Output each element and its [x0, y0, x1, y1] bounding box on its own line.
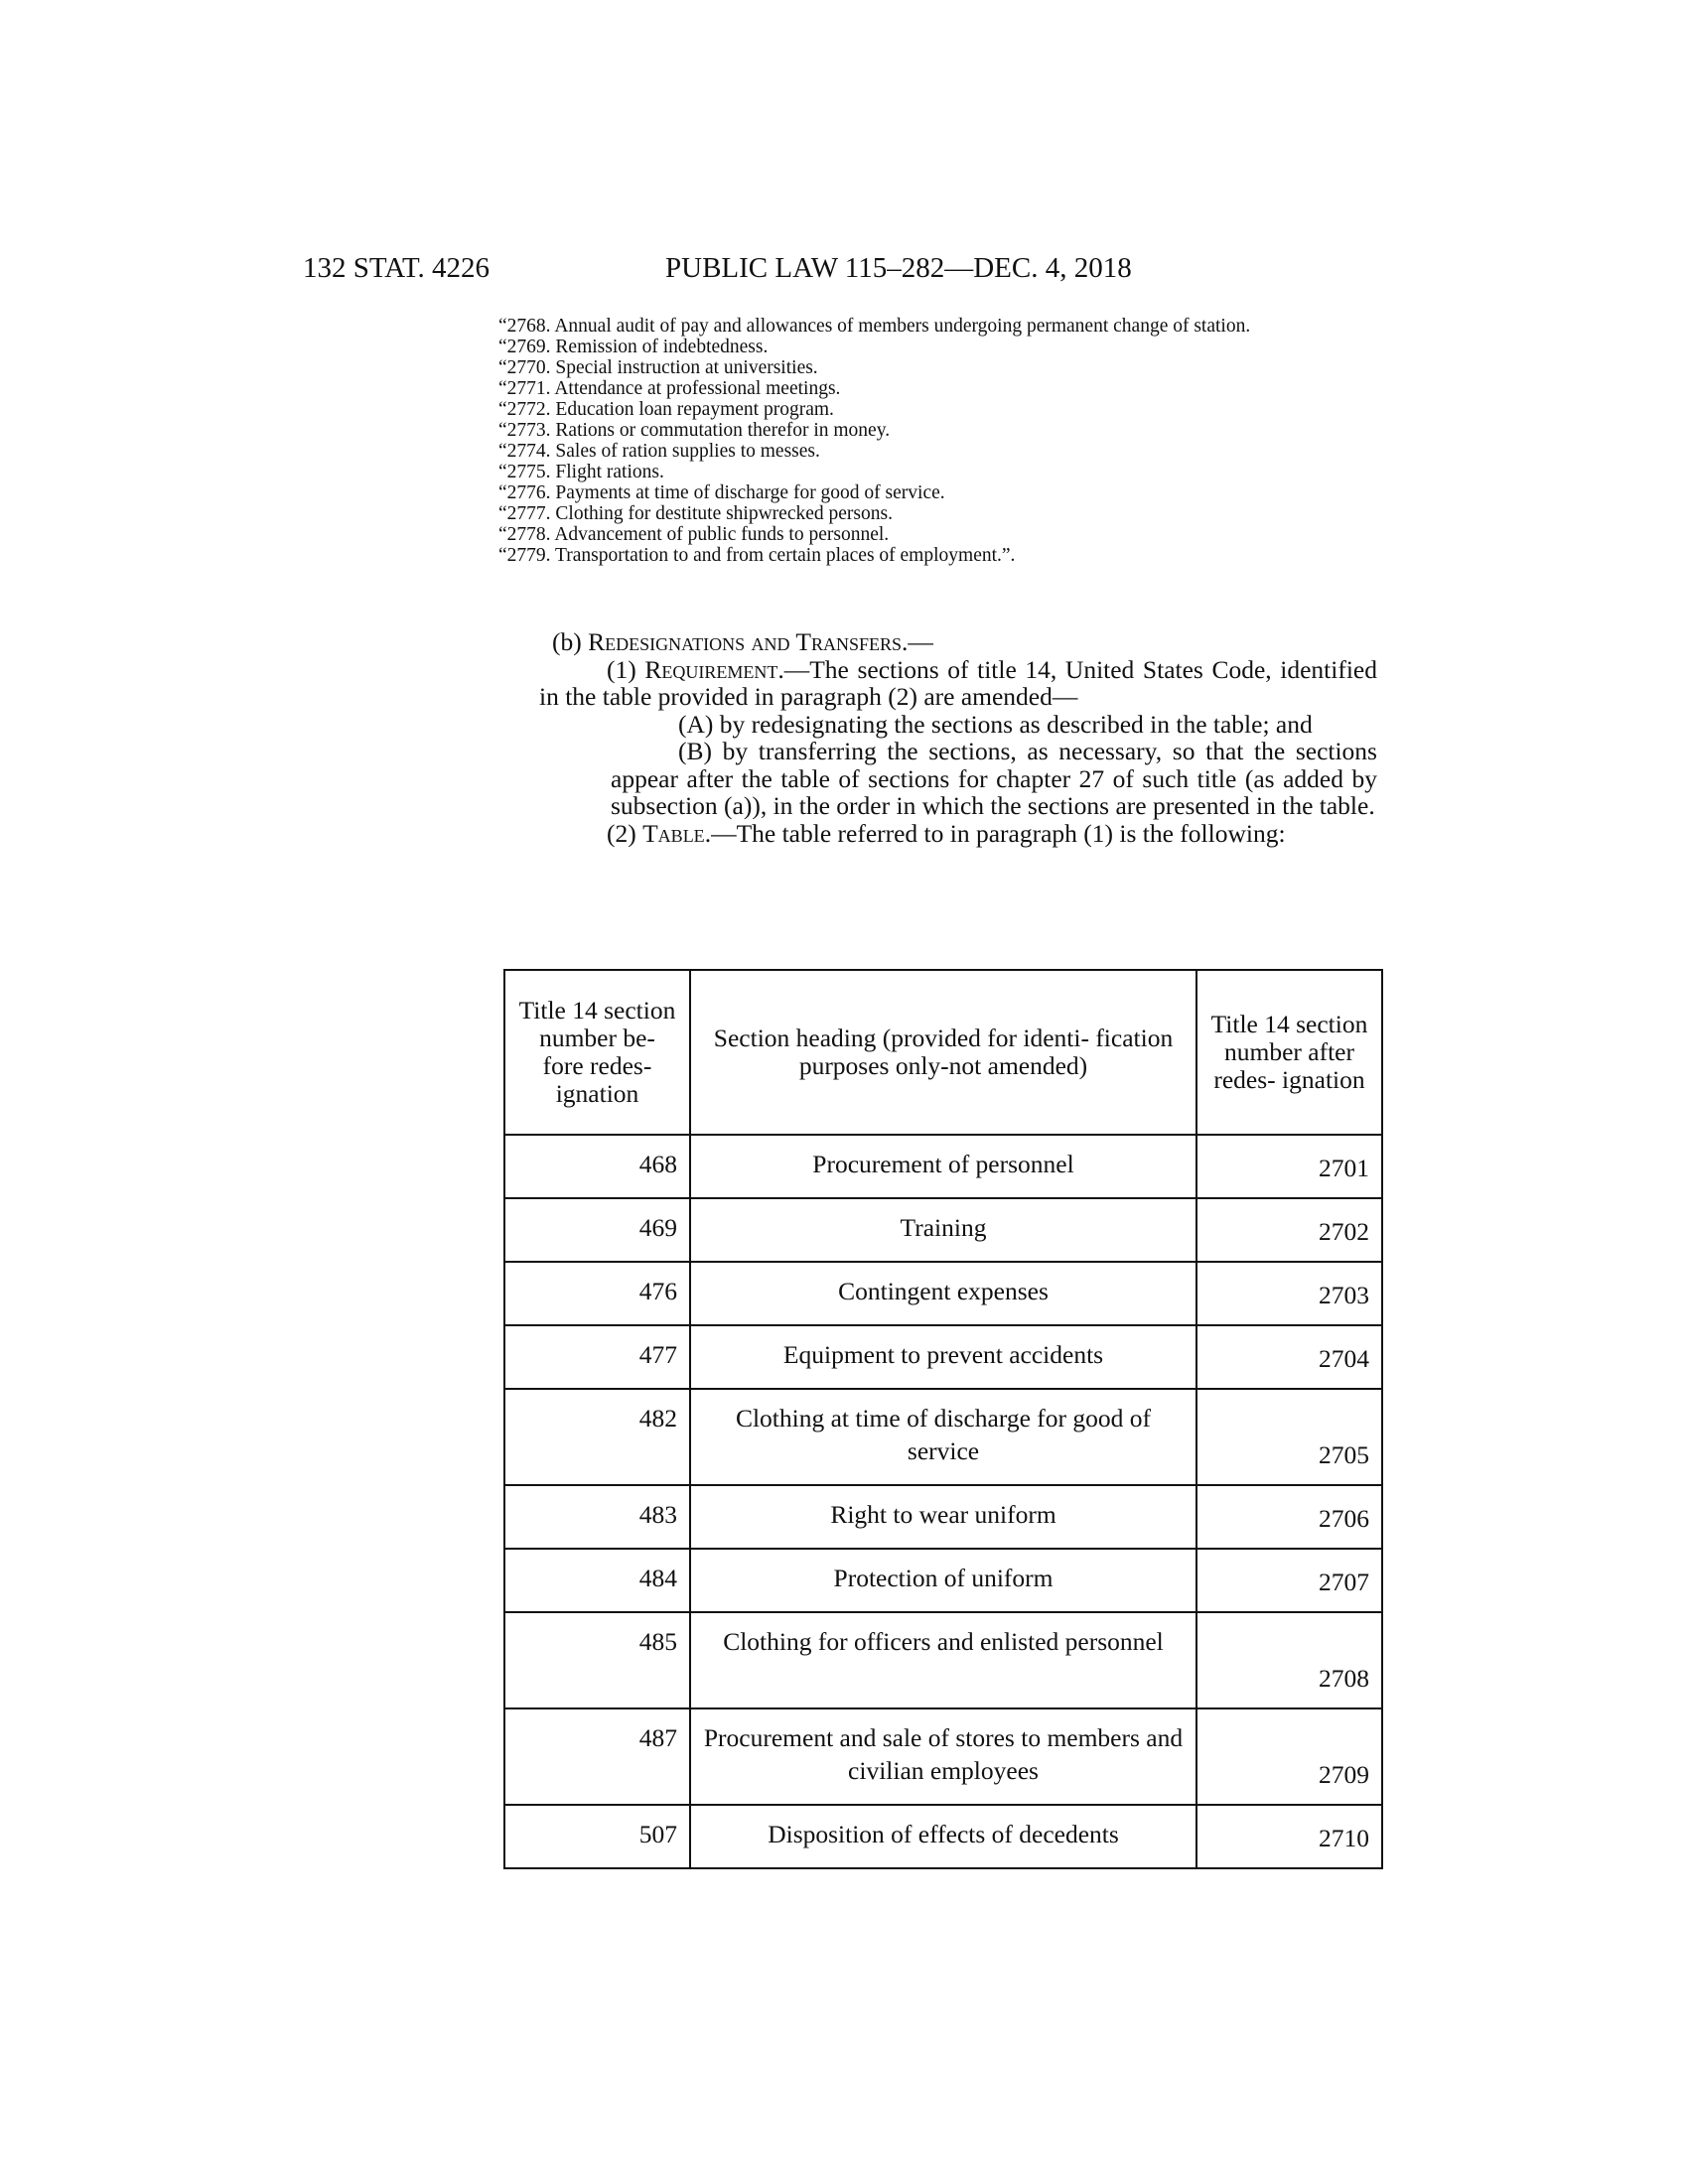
cell-before: 485 [504, 1612, 690, 1708]
cell-after: 2706 [1196, 1485, 1382, 1549]
cell-heading: Procurement of personnel [690, 1135, 1196, 1198]
cell-after: 2707 [1196, 1549, 1382, 1612]
cell-after: 2705 [1196, 1389, 1382, 1485]
cell-heading: Clothing for officers and enlisted personnel [690, 1612, 1196, 1708]
subparagraph-a: (A) by redesignating the sections as described in the table; and [678, 709, 1313, 739]
toc-entry: “2775. Flight rations. [498, 462, 664, 482]
toc-entry: “2777. Clothing for destitute shipwrecked persons. [498, 503, 893, 524]
table-header-row [504, 970, 1382, 1135]
cell-before: 468 [504, 1135, 690, 1198]
table-row [504, 1612, 1382, 1708]
cell-after: 2709 [1196, 1708, 1382, 1805]
subparagraph-b: (B) by transferring the sections, as necessary, so that the sections appear after the table of sections for chapter 27 of such title (as added by subsection (a)), in the order in which the sections are presented in the table. [611, 737, 1377, 820]
toc-entry: “2769. Remission of indebtedness. [498, 337, 769, 357]
subsection-b-heading: Redesignations and Transfers [588, 627, 903, 656]
paragraph-1-text: .—The sections of title 14, United States Code, identified in the table provided in paragraph (2) are amended— [539, 654, 1377, 711]
table-row [504, 1708, 1382, 1805]
toc-entry: “2774. Sales of ration supplies to messes. [498, 441, 820, 462]
table-of-sections [498, 316, 1377, 566]
table-row [504, 1262, 1382, 1325]
paragraph-1 [539, 656, 1377, 711]
table-row [504, 1135, 1382, 1198]
cell-before: 483 [504, 1485, 690, 1549]
subsection-b-dash: .— [902, 627, 933, 656]
table-row [504, 1485, 1382, 1549]
redesignation-table [503, 969, 1383, 1869]
toc-entry: “2778. Advancement of public funds to personnel. [498, 524, 890, 545]
toc-entry: “2779. Transportation to and from certain places of employment.”. [498, 545, 1016, 566]
toc-entry: “2773. Rations or commutation therefor in money. [498, 420, 891, 441]
subsection-b [539, 628, 1377, 656]
subsection-b-number: (b) [552, 627, 589, 656]
table-row [504, 1389, 1382, 1485]
cell-before: 477 [504, 1325, 690, 1389]
cell-after: 2701 [1196, 1135, 1382, 1198]
toc-entry: “2771. Attendance at professional meetings. [498, 378, 841, 399]
cell-before: 482 [504, 1389, 690, 1485]
toc-entry: “2770. Special instruction at universities. [498, 357, 818, 378]
paragraph-2-text: .—The table referred to in paragraph (1) is the following: [704, 818, 1286, 848]
header-before: Title 14 section number be- fore redes- ignation [504, 970, 690, 1135]
table-row [504, 1198, 1382, 1262]
paragraph-2-number: (2) [607, 818, 643, 848]
table-row [504, 1325, 1382, 1389]
statute-body [539, 628, 1377, 847]
cell-heading: Training [690, 1198, 1196, 1262]
cell-before: 469 [504, 1198, 690, 1262]
toc-entry: “2776. Payments at time of discharge for good of service. [498, 482, 945, 503]
cell-heading: Contingent expenses [690, 1262, 1196, 1325]
table-row [504, 1805, 1382, 1868]
header-heading: Section heading (provided for identi- fication purposes only-not amended) [690, 970, 1196, 1135]
cell-after: 2704 [1196, 1325, 1382, 1389]
paragraph-1-number: (1) [607, 654, 645, 684]
cell-after: 2702 [1196, 1198, 1382, 1262]
cell-after: 2710 [1196, 1805, 1382, 1868]
header-after: Title 14 section number after redes- ignation [1196, 970, 1382, 1135]
cell-heading: Right to wear uniform [690, 1485, 1196, 1549]
cell-before: 487 [504, 1708, 690, 1805]
cell-heading: Clothing at time of discharge for good of service [690, 1389, 1196, 1485]
paragraph-2 [539, 820, 1377, 848]
paragraph-1-heading: Requirement [644, 654, 778, 684]
cell-heading: Disposition of effects of decedents [690, 1805, 1196, 1868]
cell-before: 476 [504, 1262, 690, 1325]
cell-heading: Equipment to prevent accidents [690, 1325, 1196, 1389]
page-header [303, 248, 1385, 288]
cell-after: 2703 [1196, 1262, 1382, 1325]
cell-heading: Procurement and sale of stores to members and civilian employees [690, 1708, 1196, 1805]
cell-before: 484 [504, 1549, 690, 1612]
toc-entry: “2768. Annual audit of pay and allowances of members undergoing permanent change of station. [498, 316, 1251, 337]
cell-before: 507 [504, 1805, 690, 1868]
toc-entry: “2772. Education loan repayment program. [498, 399, 834, 420]
cell-after: 2708 [1196, 1612, 1382, 1708]
table-row [504, 1549, 1382, 1612]
page-reference: 132 STAT. 4226 [303, 252, 491, 284]
paragraph-2-heading: Table [642, 818, 705, 848]
law-title: PUBLIC LAW 115–282—DEC. 4, 2018 [665, 252, 1132, 284]
cell-heading: Protection of uniform [690, 1549, 1196, 1612]
